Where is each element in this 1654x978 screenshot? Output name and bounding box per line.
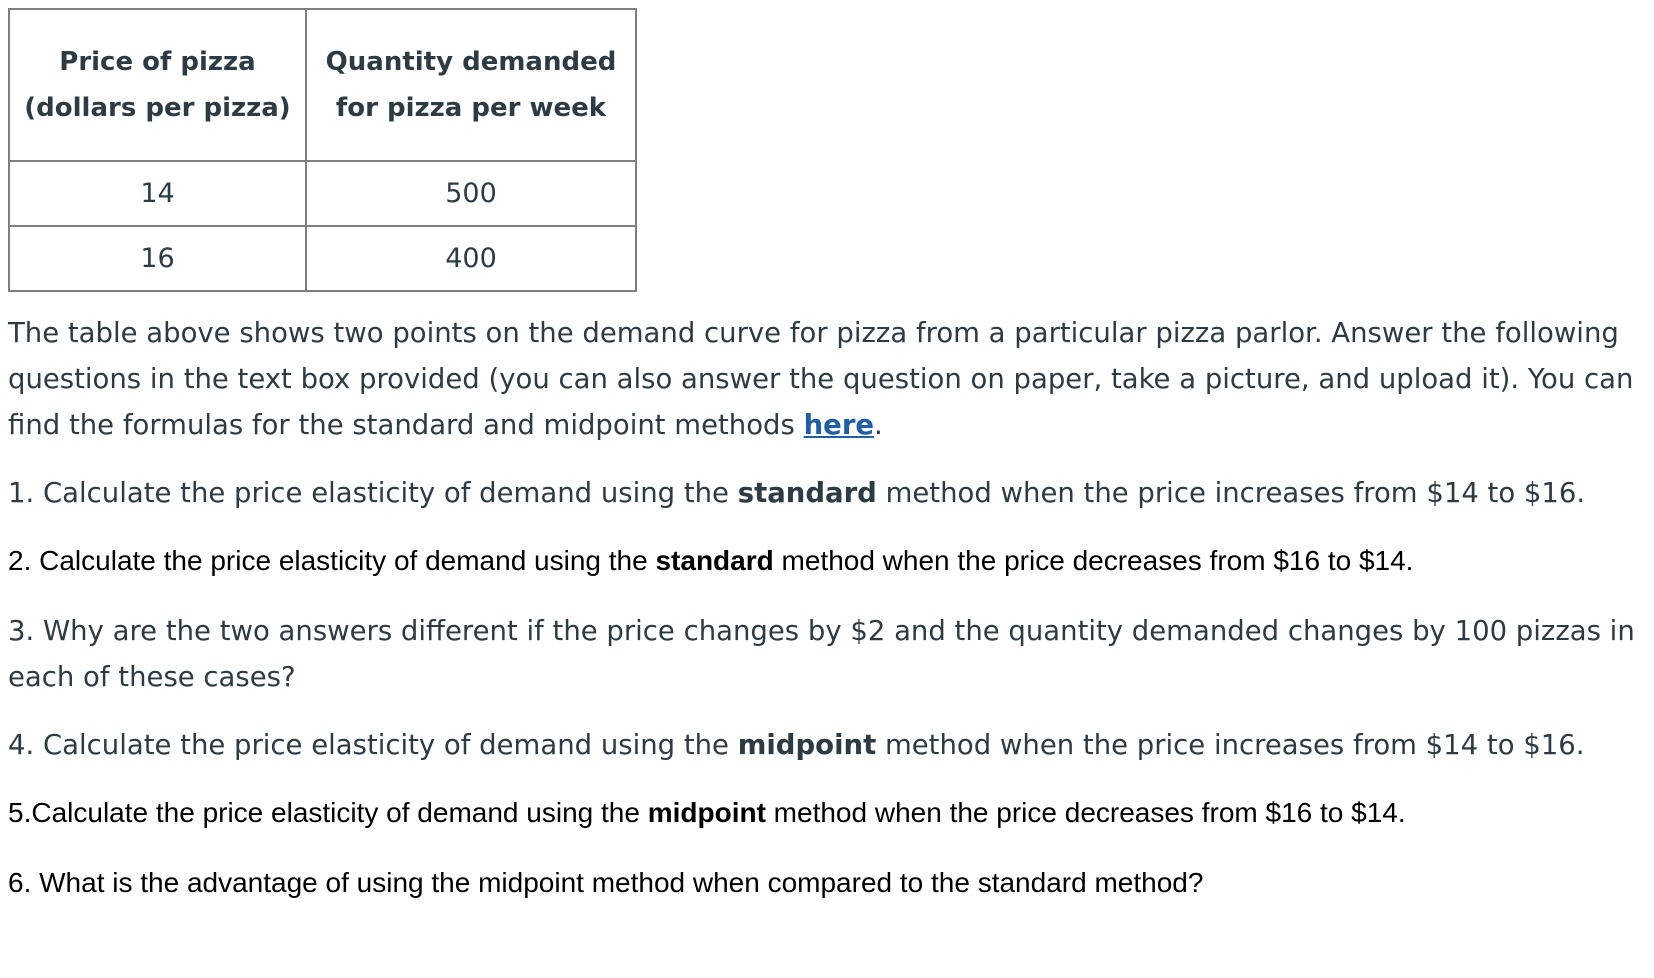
- cell-quantity: 400: [306, 226, 636, 291]
- question-text: 2. Calculate the price elasticity of demand using the: [8, 545, 656, 576]
- question-text: method when the price decreases from $16 to $14.: [765, 797, 1406, 828]
- question-3: 3. Why are the two answers different if the price changes by $2 and the quantity demanded changes by 100 pizzas in each of these cases?: [8, 615, 1635, 693]
- page-content: [8, 8, 1644, 906]
- question-text: 4. Calculate the price elasticity of demand using the: [8, 729, 738, 761]
- cell-quantity: 500: [306, 161, 636, 226]
- question-emphasis: midpoint: [737, 729, 877, 761]
- demand-table: [8, 8, 637, 292]
- formulas-link[interactable]: here: [803, 409, 875, 441]
- intro-paragraph: [8, 310, 1654, 448]
- question-6: 6. What is the advantage of using the midpoint method when compared to the standard method?: [8, 867, 1204, 898]
- question-text: 5.Calculate the price elasticity of demand using the: [8, 797, 648, 828]
- intro-text: The table above shows two points on the demand curve for pizza from a particular pizza parlor. Answer the following questions in the text box provided (you can also answer the question on paper, take a picture, and upload it). You can find the formulas for the standard and midpoint methods: [8, 317, 1634, 441]
- table-row: [9, 226, 636, 291]
- question-text: method when the price increases from $14 to $16.: [876, 477, 1586, 509]
- header-price: Price of pizza (dollars per pizza): [9, 9, 306, 161]
- question-5: [8, 790, 1654, 836]
- question-text: method when the price decreases from $16 to $14.: [773, 545, 1414, 576]
- question-emphasis: standard: [655, 545, 774, 576]
- question-text: method when the price increases from $14 to $16.: [876, 729, 1585, 761]
- question-2: [8, 538, 1654, 584]
- cell-price: 14: [9, 161, 306, 226]
- question-4: [8, 722, 1654, 768]
- question-emphasis: standard: [737, 477, 877, 509]
- header-quantity: Quantity demanded for pizza per week: [306, 9, 636, 161]
- table-row: [9, 161, 636, 226]
- cell-price: 16: [9, 226, 306, 291]
- question-text: 1. Calculate the price elasticity of demand using the: [8, 477, 738, 509]
- question-1: [8, 470, 1654, 516]
- intro-period: .: [874, 409, 883, 441]
- question-emphasis: midpoint: [647, 797, 766, 828]
- table-header-row: [9, 9, 636, 161]
